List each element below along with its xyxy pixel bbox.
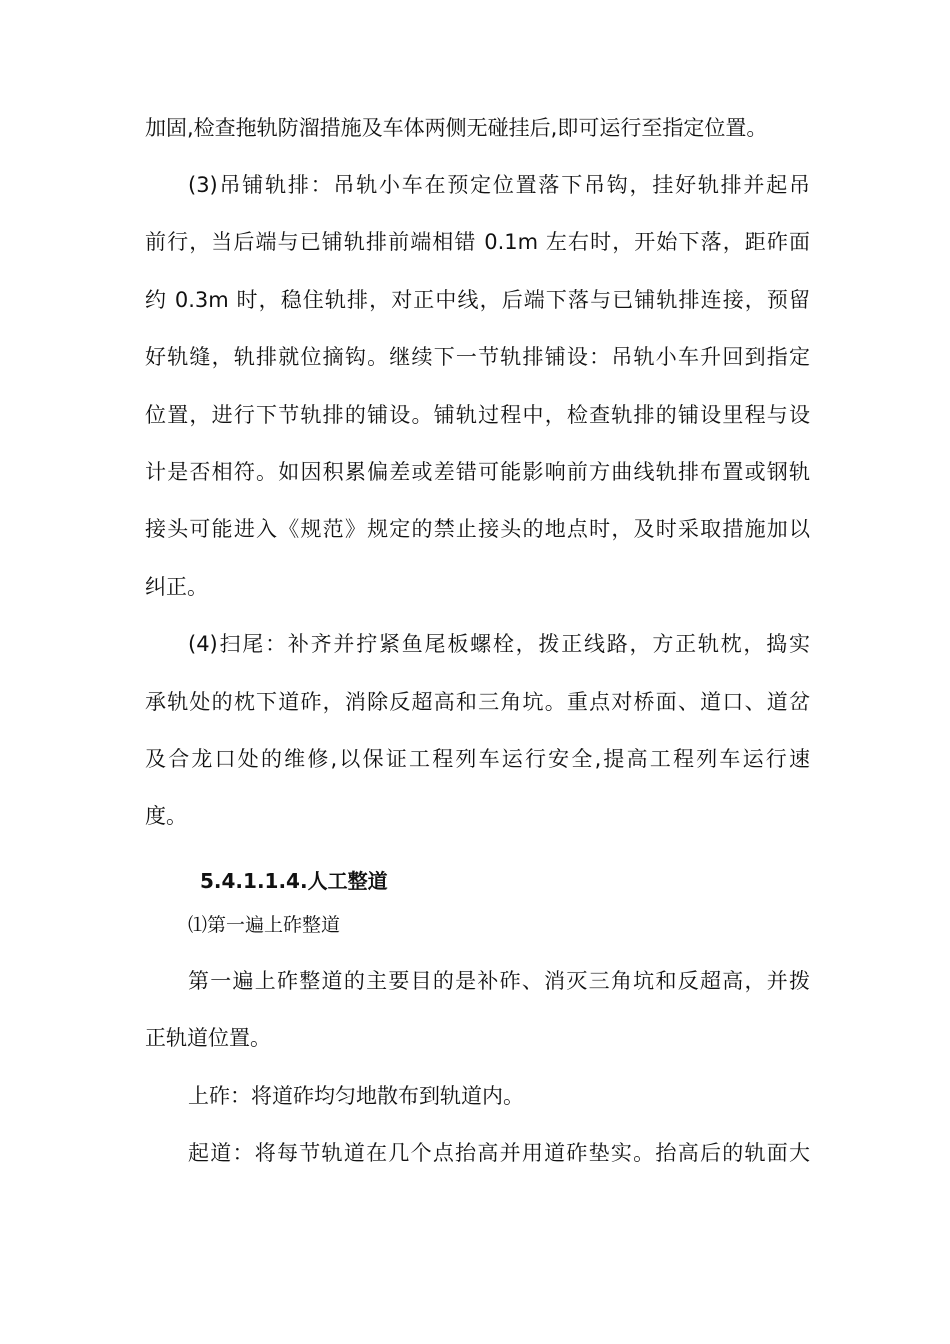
text-line: 约 0.3m 时，稳住轨排，对正中线，后端下落与已铺轨排连接，预留 [145,288,810,312]
text-line: 前行，当后端与已铺轨排前端相错 0.1m 左右时，开始下落，距砟面 [145,230,810,254]
text-line: 计是否相符。如因积累偏差或差错可能影响前方曲线轨排布置或钢轨 [145,460,810,484]
section-heading: 5.4.1.1.4.人工整道 [200,869,388,893]
text-line: 纠正。 [145,575,208,599]
text-line: 好轨缝，轨排就位摘钩。继续下一节轨排铺设：吊轨小车升回到指定 [145,345,810,369]
text-line: (4)扫尾：补齐并拧紧鱼尾板螺栓，拨正线路，方正轨枕，捣实 [188,632,810,656]
text-line: 及合龙口处的维修,以保证工程列车运行安全,提高工程列车运行速 [145,747,810,771]
text-line: 接头可能进入《规范》规定的禁止接头的地点时，及时采取措施加以 [145,517,810,541]
text-line: 位置，进行下节轨排的铺设。铺轨过程中，检查轨排的铺设里程与设 [145,403,810,427]
text-line: (3)吊铺轨排：吊轨小车在预定位置落下吊钩，挂好轨排并起吊 [188,173,810,197]
text-line: 起道：将每节轨道在几个点抬高并用道砟垫实。抬高后的轨面大 [188,1141,810,1165]
text-line: 上砟：将道砟均匀地散布到轨道内。 [188,1084,524,1108]
text-line: 承轨处的枕下道砟，消除反超高和三角坑。重点对桥面、道口、道岔 [145,690,810,714]
text-line: 第一遍上砟整道的主要目的是补砟、消灭三角坑和反超高，并拨 [188,969,810,993]
text-line: 度。 [145,804,187,828]
sub-heading: ⑴第一遍上砟整道 [188,914,341,936]
text-line: 正轨道位置。 [145,1026,271,1050]
text-line: 加固,检查拖轨防溜措施及车体两侧无碰挂后,即可运行至指定位置。 [145,116,768,140]
